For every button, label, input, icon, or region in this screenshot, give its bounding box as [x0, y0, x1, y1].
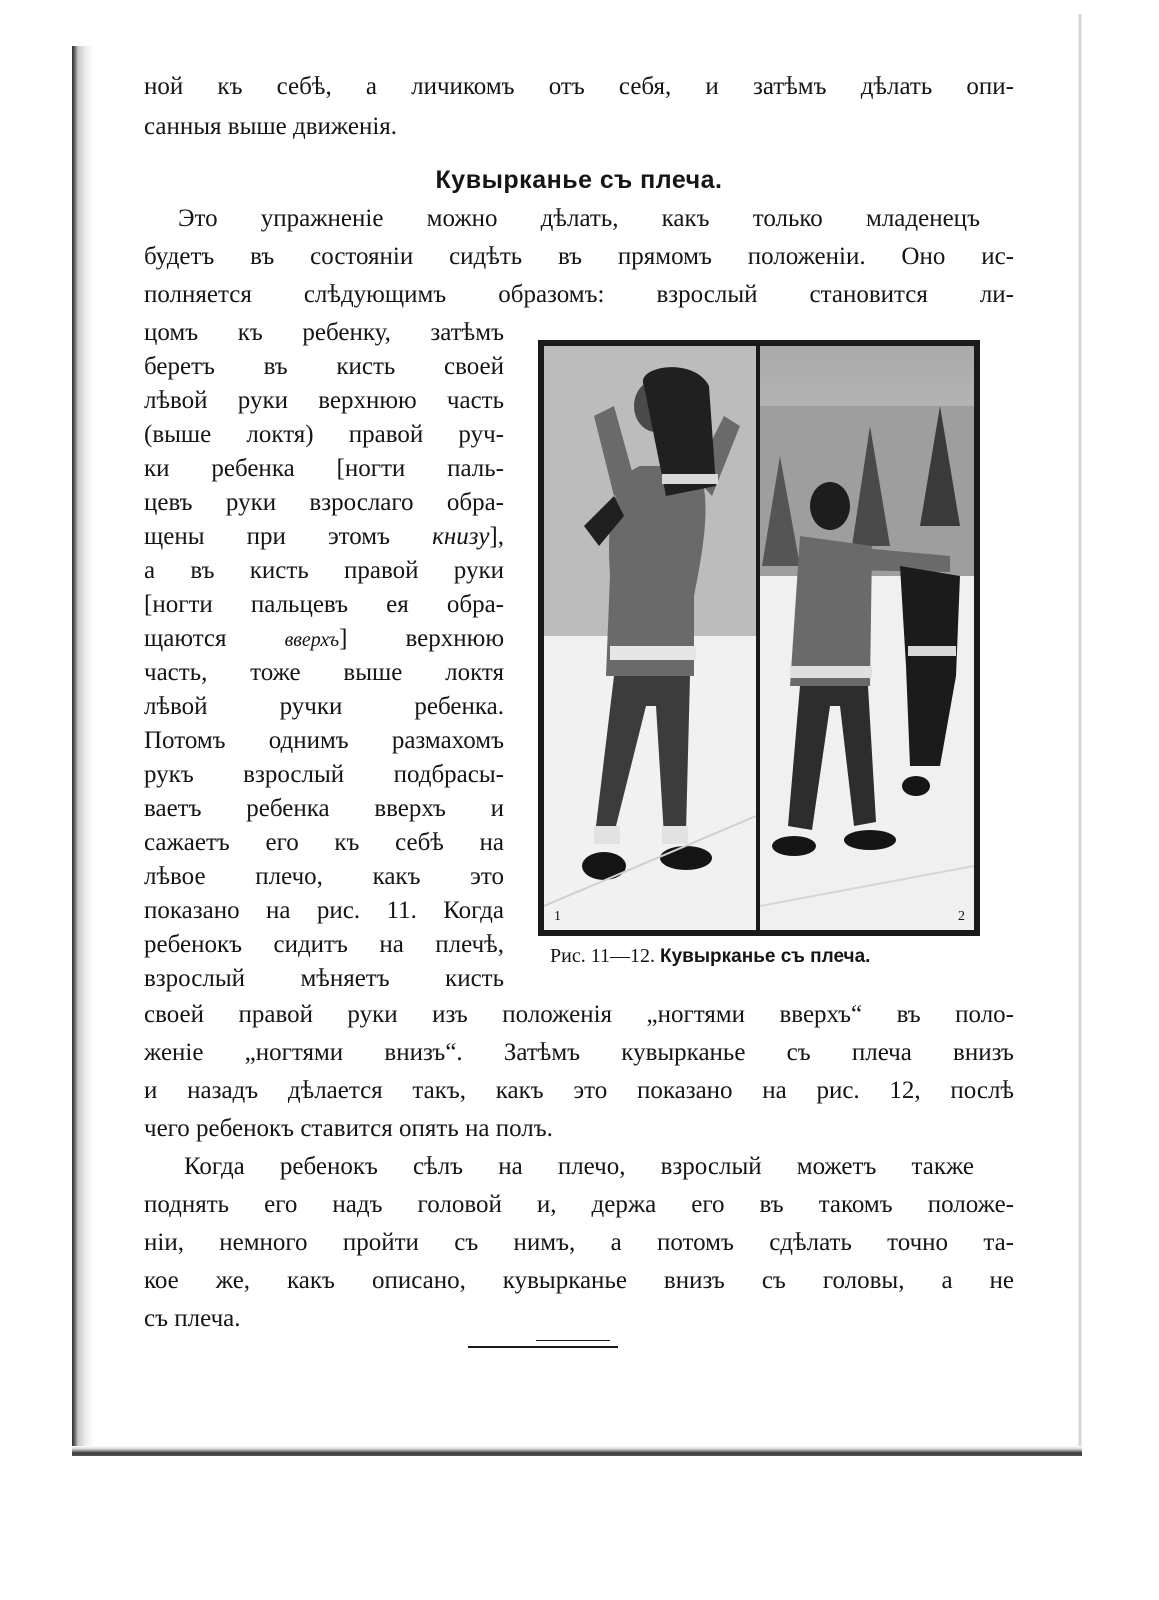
text-line: показано на рис. 11. Когда [144, 897, 504, 924]
text-line: санныя выше движенія. [144, 113, 398, 140]
text-line: лѣвое плечо, какъ это [144, 863, 504, 890]
text-line: цевъ руки взрослаго обра- [144, 489, 504, 516]
text-line: Это упражненіе можно дѣлать, какъ только младенецъ [178, 205, 980, 232]
text-line: ки ребенка [ногти паль- [144, 455, 504, 482]
text-line: Когда ребенокъ сѣлъ на плечо, взрослый можетъ также [184, 1153, 974, 1180]
text-line: рукъ взрослый подбрасы- [144, 761, 504, 788]
text-line: лѣвой ручки ребенка. [144, 693, 504, 720]
caption-title: Кувырканье съ плеча. [659, 946, 871, 967]
figure-photographs [538, 340, 980, 936]
text-span: ] верхнюю [339, 625, 505, 652]
text-line: будетъ въ состояніи сидѣть въ прямомъ положеніи. Оно ис- [144, 243, 1014, 270]
text-line: беретъ въ кисть своей [144, 353, 504, 380]
figure-caption [550, 945, 870, 968]
text-line: Потомъ однимъ размахомъ [144, 727, 504, 754]
text-line-mixed [144, 624, 504, 654]
photo-2-number: 2 [958, 909, 965, 924]
caption-prefix: Рис. 11—12. [550, 945, 655, 967]
text-line: часть, тоже выше локтя [144, 659, 504, 686]
text-line: съ плеча. [144, 1305, 241, 1332]
text-line: а въ кисть правой руки [144, 557, 504, 584]
text-line: взрослый мѣняетъ кисть [144, 965, 504, 992]
text-line: [ногти пальцевъ ея обра- [144, 591, 504, 618]
text-line-mixed [144, 522, 504, 552]
text-line: лѣвой руки верхнюю часть [144, 387, 504, 414]
scan-edge-left [72, 46, 94, 1454]
scan-edge-bottom [72, 1446, 1082, 1456]
text-line: ваетъ ребенка вверхъ и [144, 795, 504, 822]
text-line: цомъ къ ребенку, затѣмъ [144, 319, 504, 346]
text-line: (выше локтя) правой руч- [144, 421, 504, 448]
photo-1-number: 1 [554, 909, 561, 924]
text-line: чего ребенокъ ставится опять на полъ. [144, 1115, 553, 1142]
photo-flip-down [760, 346, 974, 930]
text-line: сажаетъ его къ себѣ на [144, 829, 504, 856]
text-line: поднять его надъ головой и, держа его въ такомъ положе- [144, 1191, 1014, 1218]
text-line: своей правой руки изъ положенія „ногтями вверхъ“ въ поло- [144, 1001, 1014, 1028]
text-line: полняется слѣдующимъ образомъ: взрослый становится ли- [144, 281, 1014, 308]
text-line: и назадъ дѣлается такъ, какъ это показано на рис. 12, послѣ [144, 1077, 1014, 1104]
text-line: женіе „ногтями внизъ“. Затѣмъ кувырканье съ плеча внизъ [144, 1039, 1014, 1066]
italic-word: вверхъ [284, 629, 340, 651]
photo-2-drawing [760, 346, 974, 930]
text-span: ], [489, 523, 504, 550]
italic-word: книзу [432, 523, 490, 550]
end-rule-short [536, 1340, 610, 1341]
section-heading: Кувырканье съ плеча. [435, 166, 723, 194]
text-line: ніи, немного пройти съ нимъ, а потомъ сдѣлать точно та- [144, 1229, 1014, 1256]
text-line: ребенокъ сидитъ на плечѣ, [144, 931, 504, 958]
scan-edge-right [1078, 14, 1082, 1450]
text-span: щены при этомъ [144, 523, 391, 550]
text-line: ной къ себѣ, а личикомъ отъ себя, и затѣмъ дѣлать опи- [144, 73, 1014, 100]
photo-1-drawing [544, 346, 756, 930]
text-line: кое же, какъ описано, кувырканье внизъ съ головы, а не [144, 1267, 1014, 1294]
photo-shoulder-sit [544, 346, 756, 930]
end-rule [468, 1346, 618, 1348]
text-span: щаются [144, 625, 227, 652]
